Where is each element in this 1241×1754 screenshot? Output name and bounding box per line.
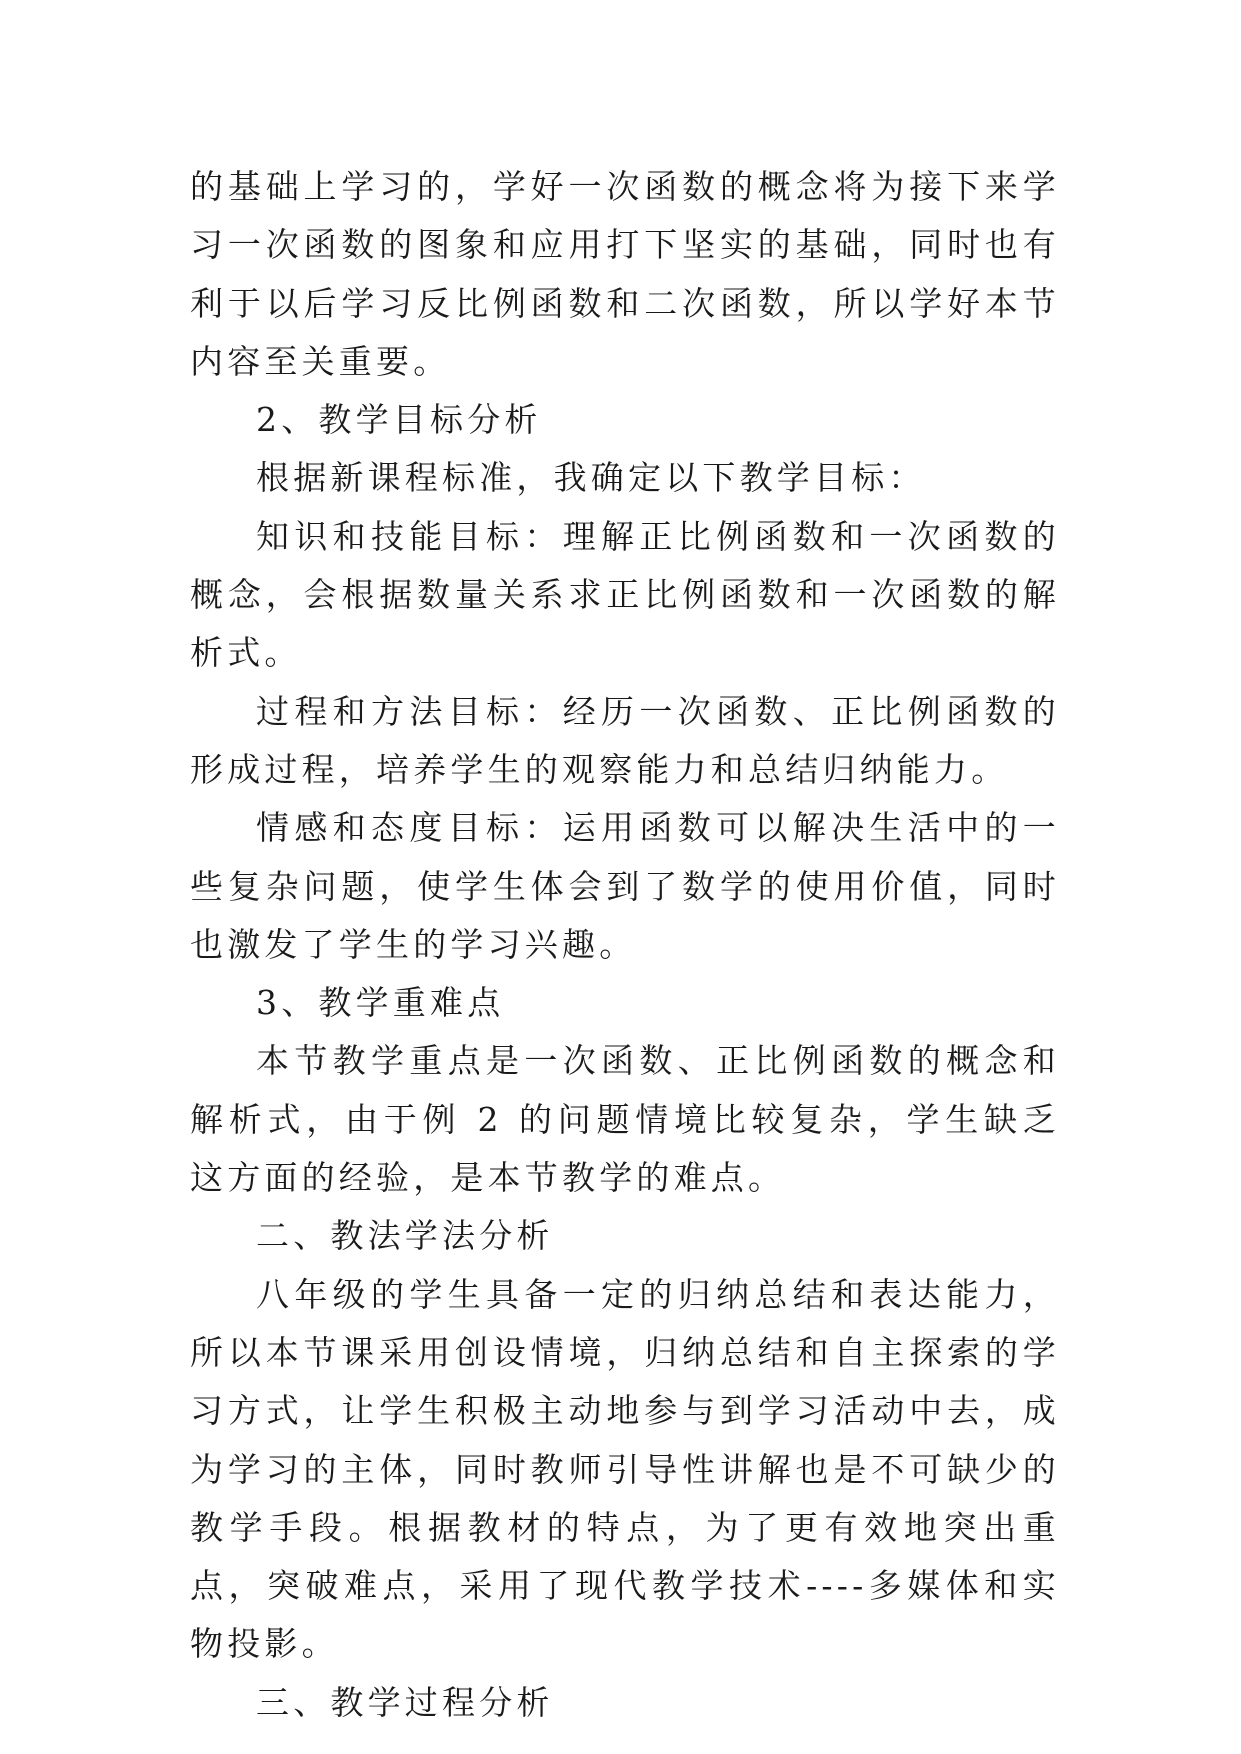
paragraph-key-difficulties: 本节教学重点是一次函数、正比例函数的概念和解析式，由于例 2 的问题情境比较复杂，学生缺乏这方面的经验，是本节教学的难点。 [190, 1041, 1060, 1198]
paragraph-intro-continuation: 的基础上学习的，学好一次函数的概念将为接下来学习一次函数的图象和应用打下坚实的基础，同时也有利于以后学习反比例函数和二次函数，所以学好本节内容至关重要。 [190, 167, 1060, 381]
paragraph-emotion-goal: 情感和态度目标：运用函数可以解决生活中的一些复杂问题，使学生体会到了数学的使用价值，同时也激发了学生的学习兴趣。 [190, 808, 1060, 964]
document-body [190, 158, 1060, 1732]
paragraph-goals-intro: 根据新课程标准，我确定以下教学目标： [256, 458, 926, 498]
heading-teaching-process: 三、教学过程分析 [256, 1682, 554, 1722]
paragraph-process-goal: 过程和方法目标：经历一次函数、正比例函数的形成过程，培养学生的观察能力和总结归纳能力。 [190, 691, 1060, 789]
heading-key-difficulties: 3、教学重难点 [256, 983, 505, 1023]
paragraph-knowledge-goal: 知识和技能目标：理解正比例函数和一次函数的概念，会根据数量关系求正比例函数和一次函数的解析式。 [190, 516, 1060, 673]
paragraph-teaching-methods: 八年级的学生具备一定的归纳总结和表达能力，所以本节课采用创设情境，归纳总结和自主探索的学习方式，让学生积极主动地参与到学习活动中去，成为学习的主体，同时教师引导性讲解也是不可缺少的教学手段。根据教材的特点，为了更有效地突出重点，突破难点，采用了现代教学技术----多媒体和实物投影。 [190, 1274, 1060, 1664]
heading-teaching-goals: 2、教学目标分析 [256, 400, 542, 440]
heading-teaching-methods: 二、教法学法分析 [256, 1216, 554, 1256]
